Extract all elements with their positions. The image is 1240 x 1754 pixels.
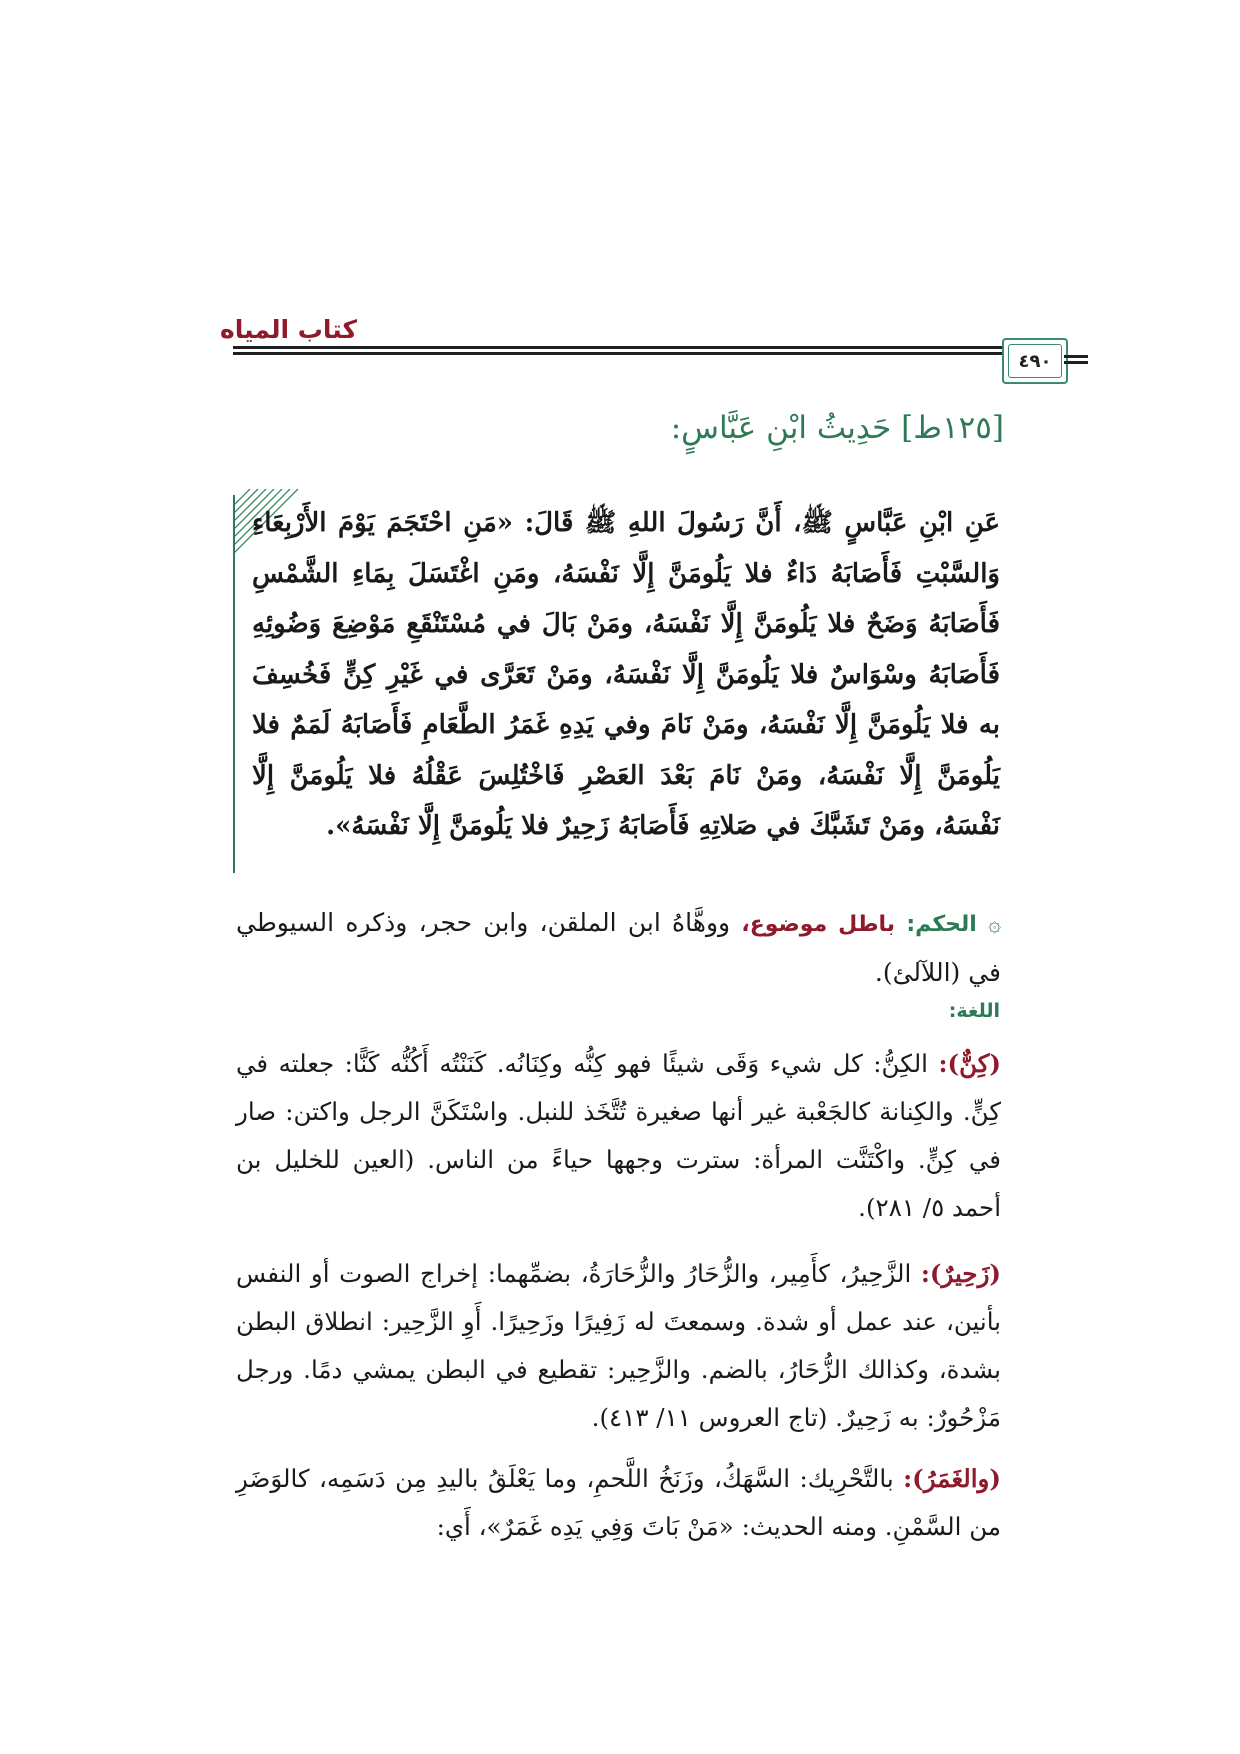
header-rule	[233, 346, 1005, 355]
entry-text: بالتَّحْرِيك: السَّهَكُ، وزَنَخُ اللَّحمِ، وما يَعْلَقُ باليدِ مِن دَسَمِه، كالوَضَرِ من السَّمْنِ. ومنه الحديث: «مَنْ بَاتَ وَفِي يَدِه غَمَرٌ»، أَي:	[236, 1464, 1001, 1541]
entry-term: (والغَمَرُ):	[903, 1464, 1001, 1493]
hadith-text: عَنِ ابْنِ عَبَّاسٍ ﷺ، أَنَّ رَسُولَ اللهِ ﷺ قَالَ: «مَنِ احْتَجَمَ يَوْمَ الأَرْبِعَاءِ وَالسَّبْتِ فَأَصَابَهُ دَاءٌ فلا يَلُومَنَّ إِلَّا نَفْسَهُ، ومَنِ اغْتَسَلَ بِمَاءِ الشَّمْسِ فَأَصَابَهُ وَضَحٌ فلا يَلُومَنَّ إِلَّا نَفْسَهُ، ومَنْ بَالَ في مُسْتَنْقَعِ مَوْضِعَ وَضُوئِهِ فَأَصَابَهُ وسْوَاسٌ فلا يَلُومَنَّ إِلَّا نَفْسَهُ، ومَنْ تَعَرَّى في غَيْرِ كِنٍّ فَخُسِفَ به فلا يَلُومَنَّ إِلَّا نَفْسَهُ، ومَنْ نَامَ وفي يَدِهِ غَمَرُ الطَّعَامِ فَأَصَابَهُ لَمَمٌ فلا يَلُومَنَّ إِلَّا نَفْسَهُ، ومَنْ نَامَ بَعْدَ العَصْرِ فَاخْتُلِسَ عَقْلُهُ فلا يَلُومَنَّ إِلَّا نَفْسَهُ، ومَنْ تَشَبَّكَ في صَلاتِهِ فَأَصَابَهُ زَحِيرٌ فلا يَلُومَنَّ إِلَّا نَفْسَهُ».	[252, 508, 1001, 841]
lexicon-entry	[236, 1040, 1001, 1232]
ruling-label: الحكم:	[906, 912, 977, 937]
lexicon-entry	[236, 1455, 1001, 1551]
entry-term: (كِنٌّ):	[938, 1049, 1001, 1078]
book-title: كتاب المياه	[219, 315, 357, 344]
header-rule-tail	[1064, 355, 1088, 367]
ruling-paragraph	[236, 899, 1001, 997]
page-number-frame	[1002, 338, 1068, 384]
page-number: ٤٩٠	[1008, 344, 1062, 378]
ruling-marker-icon: ۞	[988, 912, 1001, 937]
entry-text: الزَّحِيرُ، كأَمِير، والزُّحَارُ والزُّحَارَةُ، بضمِّهما: إخراج الصوت أو النفس بأنين، عند عمل أو شدة. وسمعتَ له زَفِيرًا وزَحِيرًا. أَوِ الزَّحِير: انطلاق البطن بشدة، وكذالك الزُّحَارُ، بالضم. والزَّحِير: تقطيع في البطن يمشي دمًا. ورجل مَزْحُورٌ: به زَحِيرٌ. (تاج العروس ١١/ ٤١٣).	[236, 1259, 1001, 1432]
ruling-value: باطل موضوع،	[741, 912, 896, 937]
entry-text: الكِنُّ: كل شيء وَقَى شيئًا فهو كِنُّه وكِنَانُه. كَنَنْتُه أَكُنُّه كَنًّا: جعلته في كِنٍّ. والكِنانة كالجَعْبة غير أنها صغيرة تُتَّخَذ للنبل. واسْتَكَنَّ الرجل واكتن: صار في كِنٍّ. واكْتَنَّت المرأة: سترت وجهها حياءً من الناس. (العين للخليل بن أحمد ٥/ ٢٨١).	[236, 1049, 1001, 1222]
hadith-heading: [١٢٥ط] حَدِيثُ ابْنِ عَبَّاسٍ:	[670, 410, 1004, 446]
ruling-text: ووهَّاهُ ابن الملقن، وابن حجر، وذكره السيوطي في (اللآلئ).	[236, 908, 1001, 987]
lugha-heading: اللغة:	[948, 1000, 1000, 1022]
lexicon-entry	[236, 1250, 1001, 1442]
entry-term: (زَحِيرٌ):	[920, 1259, 1001, 1288]
